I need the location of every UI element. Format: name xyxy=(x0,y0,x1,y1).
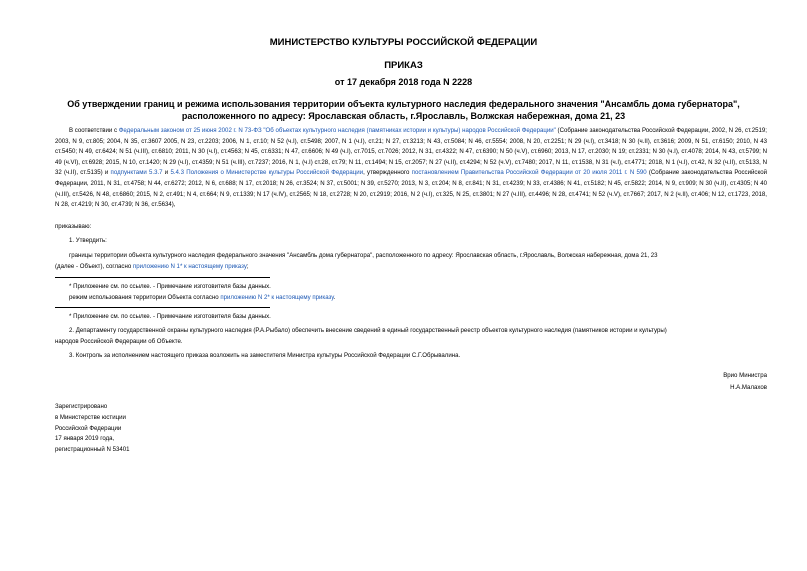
signature-position: Врио Министра xyxy=(723,372,767,379)
subclause-537-link[interactable]: подпунктами 5.3.7 xyxy=(110,169,163,177)
item-1-regime-pre: режим использования территории Объекта согласно xyxy=(69,294,221,301)
item-1-regime-post: . xyxy=(333,294,336,301)
ministry-regulation-link[interactable]: 5.4.3 Положения о Министерстве культуры Российской Федерации xyxy=(170,169,364,177)
registration-line-4: 17 января 2019 года, xyxy=(55,435,115,443)
title-line-2: расположенного по адресу: Ярославская область, г.Ярославль, Волжская набережная, дома 21, 23 xyxy=(181,111,626,121)
government-decree-link[interactable]: постановлением Правительства Российской Федерации от 20 июля 2011 г. N 590 xyxy=(411,169,647,177)
preamble-intro: В соответствии с xyxy=(69,127,119,134)
item-1-text-a: границы территории объекта культурного наследия федерального значения "Ансамбль дома губернатора", расположенного по адресу: Ярославская область, г.Ярославль, Волжская набережная, дома 21, 23 xyxy=(69,252,658,259)
registration-line-5: регистрационный N 53401 xyxy=(55,446,130,454)
registration-block xyxy=(55,402,130,456)
item-1-regime xyxy=(69,293,335,303)
preamble-and: и xyxy=(162,169,171,177)
item-3: 3. Контроль за исполнением настоящего приказа возложить на заместителя Министра культуры Российской Федерации С.Г.Обрывалина. xyxy=(69,352,461,359)
document-title xyxy=(40,98,767,122)
order-word: приказываю: xyxy=(55,223,92,230)
preamble-tail: (Собрание законодательства Российской Федерации, 2011, N 31, ст.4758; N 44, ст.6272; 2012, N 6, ст.688; N 17, ст.2018; N 26, ст.3524; N 37, ст.5001; N 39, ст.5270; 2013, N 3, ст.204; N 8, ст.841; N 31, ст.4239; N 33, ст.4386; N 41, ст.5182; N 45, ст.5822; 2014, N 9, ст.909; N 30 (ч.II), ст.4305; N 40 (ч.III), ст.5426, N 48, ст.6860; 2015, N 2, ст.491; N 4, ст.664; N 9, ст.1339; N 17 (ч.IV), ст.2565; N 18, ст.2728; N 20, ст.2919; 2016, N 2 (ч.I), ст.325, N 25, ст.3801; N 27 (ч.III), ст.4496; N 28, ст.4741; N 52 (ч.V), ст.7667; 2017, N 2 (ч.II), ст.406; N 12, ст.1723, 2018, N 28, ст.4219; N 30, ст.4739; N 36, ст.5634), xyxy=(55,169,767,209)
registration-line-3: Российской Федерации xyxy=(55,424,122,432)
appendix-2-link[interactable]: приложению N 2* к настоящему приказу xyxy=(220,294,334,301)
preamble-mid1: (Собрание законодательства Российской Федерации, 2002, N 26, ст.2519; 2003, N 9, ст.805; 2004, N 35, ст.3607 2005, N 23, ст.2203; 2006, N 1, ст.10; N 52 (ч.I), ст.5498; 2007, N 1 (ч.I), ст.21; N 27, ст.3213; N 43, ст.5084; N 46, ст.5554; 2008, N 20, ст.2251; N 29 (ч.I), ст.3418; N 30 (ч.II), ст.3616; 2009, N 51, ст.6150; 2010, N 43 ст.5450; N 49, ст.6424; N 51 (ч.III), ст.6810; 2011, N 30 (ч.I), ст.4563; N 45, ст.6331; N 47, ст.6606; N 49 (ч.I), ст.7015, ст.7026; 2012, N 31, ст.4322; N 47, ст.6390; N 50 (ч.V), ст.6960; 2013, N 17, ст.2030; N 19; ст.2331; N 30 (ч.I), ст.4078; 2014, N 43, ст.5799; N 49 (ч.VI), ст.6928; 2015, N 10, ст.1420; N 29 (ч.I), ст.4359; N 51 (ч.III), ст.7237; 2016, N 1, (ч.I) ст.28, ст.79; N 11, ст.1494; N 15, ст.2057; N 27 (ч.II), ст.4294; N 52 (ч.V), ст.7480; 2017, N 11, ст.1538, N 31 (ч.I), ст.4771; 2018, N 1 (ч.I), ст.42, N 32 (ч.II), ст.5133, N 32 (ч.II), ст.5135) и xyxy=(55,127,767,177)
item-2-line-2: народов Российской Федерации об Объекте. xyxy=(55,338,183,345)
appendix-1-link[interactable]: приложению N 1* к настоящему приказу xyxy=(132,263,247,270)
title-line-1: Об утверждении границ и режима использования территории объекта культурного наследия федерального значения "Ансамбль дома губернатора", xyxy=(67,99,740,109)
ministry-heading: МИНИСТЕРСТВО КУЛЬТУРЫ РОССИЙСКОЙ ФЕДЕРАЦИИ xyxy=(269,37,538,48)
item-1-text-b-pre: (далее - Объект), согласно xyxy=(55,263,133,270)
footnote-2: * Приложение см. по ссылке. - Примечание изготовителя базы данных. xyxy=(69,313,271,320)
item-1-heading: 1. Утвердить: xyxy=(69,237,107,244)
registration-line-1: Зарегистрировано xyxy=(55,403,108,410)
preamble-paragraph xyxy=(55,126,767,211)
preamble-mid2: , утвержденного xyxy=(363,169,412,177)
item-2-line-1: 2. Департаменту государственной охраны культурного наследия (Р.А.Рыбало) обеспечить внесение сведений в единый государственный реестр объектов культурного наследия (памятников истории и культуры) xyxy=(69,327,667,334)
footnote-separator-1 xyxy=(55,277,270,278)
item-1-text-b-post: ; xyxy=(246,263,249,270)
registration-line-2: в Министерстве юстиции xyxy=(55,413,126,421)
footnote-separator-2 xyxy=(55,307,270,308)
doc-type-heading: ПРИКАЗ xyxy=(384,60,423,71)
federal-law-link[interactable]: Федеральным законом от 25 июня 2002 г. N 73-ФЗ "Об объектах культурного наследия (памятниках истории и культуры) народов Российской Федерации" xyxy=(118,127,556,134)
item-1-text-b xyxy=(55,262,249,272)
signature-name: Н.А.Малахов xyxy=(730,384,767,391)
date-number: от 17 декабря 2018 года N 2228 xyxy=(334,77,473,87)
footnote-1: * Приложение см. по ссылке. - Примечание изготовителя базы данных. xyxy=(69,283,271,290)
